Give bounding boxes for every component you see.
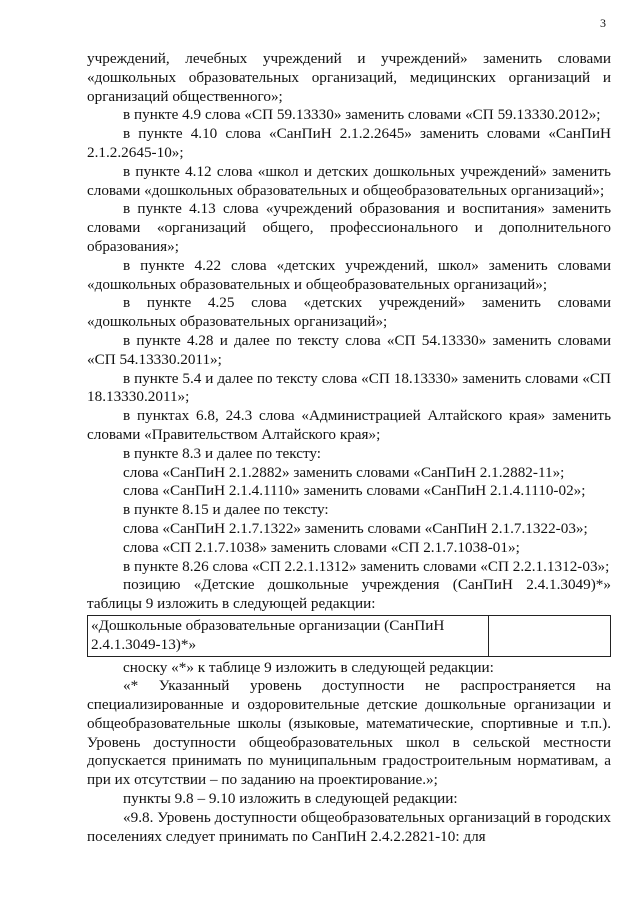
paragraphs-before-table <box>87 50 611 614</box>
paragraph: в пункте 8.15 и далее по тексту: <box>123 501 329 519</box>
paragraph: в пункте 4.28 и далее по тексту слова «СП 54.13330» заменить словами «СП 54.13330.2011»; <box>87 331 611 368</box>
paragraph: в пункте 8.26 слова «СП 2.2.1.1312» заменить словами «СП 2.2.1.1312-03»; <box>123 557 610 575</box>
paragraph: слова «СанПиН 2.1.4.1110» заменить словами «СанПиН 2.1.4.1110-02»; <box>123 482 586 500</box>
paragraph: в пункте 4.22 слова «детских учреждений, школ» заменить словами «дошкольных образовательных и общеобразовательных организаций»; <box>87 256 611 293</box>
paragraph: «9.8. Уровень доступности общеобразовательных организаций в городских поселениях следует принимать по СанПиН 2.4.2.2821-10: для <box>87 808 611 845</box>
paragraph: в пункте 5.4 и далее по тексту слова «СП 18.13330» заменить словами «СП 18.13330.2011»; <box>87 369 611 406</box>
paragraph: в пункте 4.9 слова «СП 59.13330» заменить словами «СП 59.13330.2012»; <box>123 106 601 124</box>
paragraph: в пункте 4.10 слова «СанПиН 2.1.2.2645» заменить словами «СанПиН 2.1.2.2645-10»; <box>87 125 611 161</box>
paragraph: в пункте 4.25 слова «детских учреждений» заменить словами «дошкольных образовательных организаций»; <box>87 294 611 331</box>
document-body <box>87 50 611 846</box>
paragraph: позицию «Детские дошкольные учреждения (СанПиН 2.4.1.3049)*» таблицы 9 изложить в следующей редакции: <box>87 576 611 613</box>
paragraph: в пункте 4.13 слова «учреждений образования и воспитания» заменить словами «организаций общего, профессионального и дополнительного образования»; <box>87 200 611 255</box>
table-row <box>88 615 611 656</box>
paragraph: слова «СанПиН 2.1.2882» заменить словами «СанПиН 2.1.2882-11»; <box>123 463 565 481</box>
table-9-row <box>87 615 611 657</box>
paragraph: в пункте 8.3 и далее по тексту: <box>123 444 322 462</box>
paragraph: слова «СП 2.1.7.1038» заменить словами «СП 2.1.7.1038-01»; <box>123 538 520 556</box>
paragraph: «* Указанный уровень доступности не распространяется на специализированные и оздоровительные детские дошкольные организации и общеобразовательные школы (языковые, математические, спортивные и т.п.). Уровень доступности общеобразовательных школ в сельской местности допускается принимать по муниципальным градостроительным нормативам, а при их отсутствии – по заданию на проектирование.»; <box>87 677 611 789</box>
paragraph: в пункте 4.12 слова «школ и детских дошкольных учреждений» заменить словами «дошкольных образовательных и общеобразовательных организаций»; <box>87 162 611 199</box>
paragraph: пункты 9.8 – 9.10 изложить в следующей редакции: <box>123 790 458 808</box>
paragraph: в пунктах 6.8, 24.3 слова «Администрацией Алтайского края» заменить словами «Правительством Алтайского края»; <box>87 407 611 443</box>
paragraph: сноску «*» к таблице 9 изложить в следующей редакции: <box>123 658 494 676</box>
page-number: 3 <box>600 16 606 30</box>
table-cell-empty <box>488 615 610 656</box>
table-cell-position: «Дошкольные образовательные организации (СанПиН 2.4.1.3049-13)*» <box>88 615 489 656</box>
paragraph: слова «СанПиН 2.1.7.1322» заменить словами «СанПиН 2.1.7.1322-03»; <box>123 519 588 537</box>
paragraphs-after-table <box>87 659 611 847</box>
paragraph: учреждений, лечебных учреждений и учреждений» заменить словами «дошкольных образовательных организаций, медицинских организаций и организаций общественного»; <box>87 50 611 105</box>
